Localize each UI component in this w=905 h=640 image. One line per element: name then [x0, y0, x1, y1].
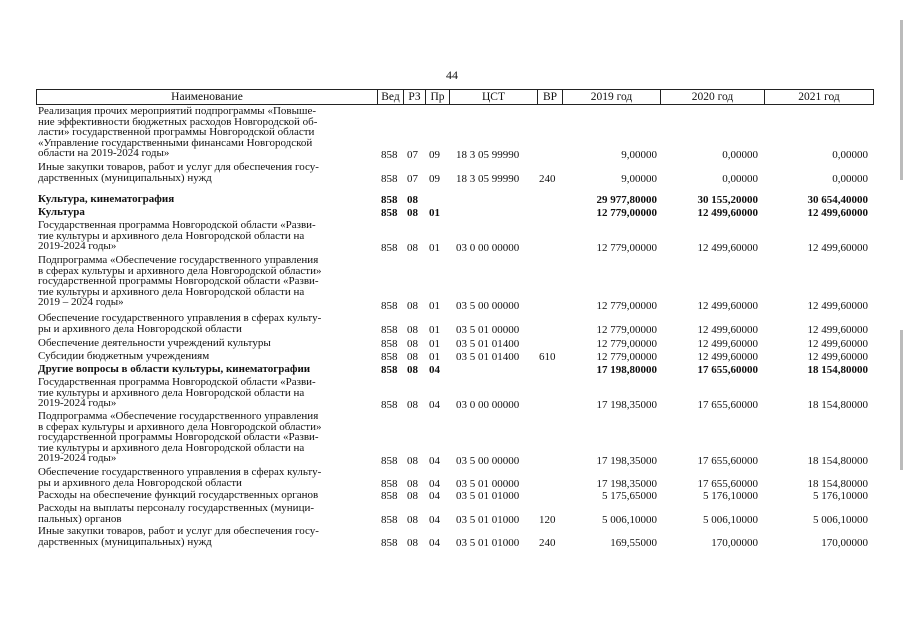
table-row — [36, 194, 874, 205]
header-vr: ВР — [538, 90, 563, 104]
table-row — [36, 364, 874, 375]
table-row — [36, 351, 874, 362]
header-pr: Пр — [426, 90, 450, 104]
cell-y20: 12 499,60000 — [697, 299, 758, 312]
row-name: Государственная программа Новгородской области «Разви- тие культуры и архивного дела Новгородской области на 2019-2024 годы» — [38, 376, 316, 409]
cell-rz: 08 — [407, 299, 418, 312]
table-row — [36, 490, 874, 501]
cell-ved: 858 — [381, 513, 398, 526]
row-name: Расходы на обеспечение функций государственных органов — [38, 489, 319, 501]
scan-edge-mark — [900, 330, 903, 470]
cell-rz: 07 — [407, 148, 418, 161]
cell-y21: 18 154,80000 — [807, 477, 868, 490]
cell-pr: 09 — [429, 172, 440, 185]
row-name: Подпрограмма «Обеспечение государственного управления в сферах культуры и архивного дела Новгородской области» государственной программы Новгородской области «Разви- тие культуры и архивного дела Новгородской области на 2019 – 2024 годы» — [38, 254, 322, 308]
cell-ved: 858 — [381, 477, 398, 490]
cell-y21: 18 154,80000 — [807, 398, 868, 411]
cell-rz: 08 — [407, 398, 418, 411]
cell-cst: 03 0 00 00000 — [456, 241, 520, 254]
cell-ved: 858 — [381, 489, 398, 502]
cell-y21: 170,00000 — [821, 536, 868, 549]
cell-y19: 9,00000 — [621, 172, 657, 185]
cell-pr: 04 — [429, 477, 440, 490]
cell-pr: 01 — [429, 350, 440, 363]
row-name: Обеспечение деятельности учреждений культуры — [38, 337, 271, 349]
cell-rz: 08 — [407, 363, 418, 376]
cell-y20: 12 499,60000 — [697, 241, 758, 254]
cell-y21: 12 499,60000 — [807, 241, 868, 254]
cell-cst: 03 0 00 00000 — [456, 398, 520, 411]
cell-vr: 240 — [539, 172, 556, 185]
cell-rz: 08 — [407, 454, 418, 467]
cell-y19: 9,00000 — [621, 148, 657, 161]
cell-y20: 0,00000 — [722, 172, 758, 185]
cell-y19: 17 198,35000 — [596, 477, 657, 490]
cell-y20: 17 655,60000 — [697, 363, 758, 376]
row-name: Другие вопросы в области культуры, кинематографии — [38, 363, 311, 375]
cell-cst: 03 5 01 01000 — [456, 536, 520, 549]
row-name: Субсидии бюджетным учреждениям — [38, 350, 210, 362]
cell-pr: 01 — [429, 299, 440, 312]
cell-y19: 5 006,10000 — [602, 513, 657, 526]
table-row — [36, 162, 874, 184]
cell-pr: 01 — [429, 337, 440, 350]
cell-y20: 5 176,10000 — [703, 489, 758, 502]
row-name: Иные закупки товаров, работ и услуг для обеспечения госу- дарственных (муниципальных) нужд — [38, 161, 319, 184]
cell-y20: 0,00000 — [722, 148, 758, 161]
cell-ved: 858 — [381, 337, 398, 350]
cell-rz: 08 — [407, 206, 418, 219]
cell-rz: 08 — [407, 323, 418, 336]
cell-y21: 18 154,80000 — [807, 363, 868, 376]
header-ved: Вед — [378, 90, 404, 104]
cell-cst: 03 5 00 00000 — [456, 299, 520, 312]
cell-rz: 08 — [407, 513, 418, 526]
cell-ved: 858 — [381, 536, 398, 549]
row-name: Подпрограмма «Обеспечение государственного управления в сферах культуры и архивного дела Новгородской области» государственной программы Новгородской области «Разви- тие культуры и архивного дела Новгородской области на 2019-2024 годы» — [38, 410, 322, 464]
header-2021: 2021 год — [798, 91, 840, 103]
cell-y19: 12 779,00000 — [596, 206, 657, 219]
cell-pr: 09 — [429, 148, 440, 161]
cell-pr: 04 — [429, 536, 440, 549]
table-header — [36, 89, 874, 105]
cell-rz: 08 — [407, 477, 418, 490]
cell-pr: 01 — [429, 241, 440, 254]
cell-rz: 08 — [407, 193, 418, 206]
cell-y19: 5 175,65000 — [602, 489, 657, 502]
row-name: Иные закупки товаров, работ и услуг для обеспечения госу- дарственных (муниципальных) нужд — [38, 525, 319, 548]
cell-y19: 12 779,00000 — [596, 337, 657, 350]
table-row — [36, 467, 874, 489]
table-row — [36, 255, 874, 311]
cell-rz: 07 — [407, 172, 418, 185]
cell-cst: 03 5 01 00000 — [456, 477, 520, 490]
page-number: 44 — [446, 68, 458, 82]
table-row — [36, 338, 874, 349]
table-row — [36, 411, 874, 466]
cell-y19: 17 198,35000 — [596, 398, 657, 411]
cell-y20: 30 155,20000 — [697, 193, 758, 206]
cell-cst: 03 5 01 01400 — [456, 350, 520, 363]
row-name: Культура, кинематография — [38, 193, 175, 205]
row-name: Обеспечение государственного управления в сферах культу- ры и архивного дела Новгородской области — [38, 466, 322, 489]
cell-y20: 17 655,60000 — [697, 477, 758, 490]
cell-y19: 12 779,00000 — [596, 241, 657, 254]
cell-pr: 01 — [429, 206, 440, 219]
cell-y20: 12 499,60000 — [697, 206, 758, 219]
cell-cst: 03 5 01 01000 — [456, 489, 520, 502]
cell-cst: 18 3 05 99990 — [456, 172, 520, 185]
cell-y21: 12 499,60000 — [807, 323, 868, 336]
cell-rz: 08 — [407, 536, 418, 549]
row-name: Обеспечение государственного управления в сферах культу- ры и архивного дела Новгородской области — [38, 312, 322, 335]
cell-y21: 30 654,40000 — [807, 193, 868, 206]
header-2019: 2019 год — [563, 90, 661, 104]
cell-vr: 240 — [539, 536, 556, 549]
cell-y21: 18 154,80000 — [807, 454, 868, 467]
row-name: Культура — [38, 206, 85, 218]
cell-y20: 12 499,60000 — [697, 323, 758, 336]
cell-y21: 12 499,60000 — [807, 206, 868, 219]
cell-rz: 08 — [407, 241, 418, 254]
cell-y20: 17 655,60000 — [697, 398, 758, 411]
cell-pr: 01 — [429, 323, 440, 336]
cell-vr: 610 — [539, 350, 556, 363]
cell-cst: 03 5 01 01400 — [456, 337, 520, 350]
cell-ved: 858 — [381, 363, 398, 376]
cell-ved: 858 — [381, 350, 398, 363]
cell-y21: 12 499,60000 — [807, 299, 868, 312]
cell-y19: 12 779,00000 — [596, 350, 657, 363]
table-row — [36, 220, 874, 253]
cell-vr: 120 — [539, 513, 556, 526]
cell-y19: 169,55000 — [610, 536, 657, 549]
cell-y19: 17 198,80000 — [596, 363, 657, 376]
cell-rz: 08 — [407, 489, 418, 502]
cell-y19: 29 977,80000 — [596, 193, 657, 206]
cell-y21: 12 499,60000 — [807, 350, 868, 363]
cell-ved: 858 — [381, 299, 398, 312]
cell-ved: 858 — [381, 172, 398, 185]
cell-ved: 858 — [381, 148, 398, 161]
cell-ved: 858 — [381, 398, 398, 411]
cell-cst: 03 5 00 00000 — [456, 454, 520, 467]
table-row — [36, 526, 874, 548]
cell-y20: 5 006,10000 — [703, 513, 758, 526]
cell-pr: 04 — [429, 398, 440, 411]
table-row — [36, 377, 874, 410]
cell-y20: 170,00000 — [711, 536, 758, 549]
header-2020: 2020 год — [661, 90, 765, 104]
cell-pr: 04 — [429, 454, 440, 467]
table-row — [36, 503, 874, 525]
header-name: Наименование — [37, 90, 378, 104]
cell-y19: 17 198,35000 — [596, 454, 657, 467]
table-row — [36, 106, 874, 160]
cell-ved: 858 — [381, 206, 398, 219]
cell-pr: 04 — [429, 513, 440, 526]
cell-y21: 5 176,10000 — [813, 489, 868, 502]
cell-ved: 858 — [381, 241, 398, 254]
cell-ved: 858 — [381, 193, 398, 206]
row-name: Государственная программа Новгородской области «Разви- тие культуры и архивного дела Новгородской области на 2019-2024 годы» — [38, 219, 316, 252]
cell-ved: 858 — [381, 454, 398, 467]
cell-y21: 5 006,10000 — [813, 513, 868, 526]
cell-rz: 08 — [407, 337, 418, 350]
row-name: Реализация прочих мероприятий подпрограммы «Повыше- ние эффективности бюджетных расходов Новгородской об- ласти» государственной программы Новгородской области «Управление государственными финансами Новгородской области на 2019-2024 годы» — [38, 105, 318, 159]
header-cst: ЦСТ — [450, 90, 538, 104]
cell-rz: 08 — [407, 350, 418, 363]
cell-y21: 12 499,60000 — [807, 337, 868, 350]
cell-pr: 04 — [429, 489, 440, 502]
cell-y20: 17 655,60000 — [697, 454, 758, 467]
cell-pr: 04 — [429, 363, 440, 376]
cell-cst: 03 5 01 00000 — [456, 323, 520, 336]
scan-edge-mark — [900, 20, 903, 180]
cell-y20: 12 499,60000 — [697, 350, 758, 363]
row-name: Расходы на выплаты персоналу государственных (муници- пальных) органов — [38, 502, 315, 525]
table-row — [36, 313, 874, 335]
cell-y19: 12 779,00000 — [596, 323, 657, 336]
cell-y21: 0,00000 — [832, 172, 868, 185]
cell-y19: 12 779,00000 — [596, 299, 657, 312]
cell-cst: 18 3 05 99990 — [456, 148, 520, 161]
table-row — [36, 207, 874, 218]
cell-y20: 12 499,60000 — [697, 337, 758, 350]
header-rz: РЗ — [404, 90, 426, 104]
cell-y21: 0,00000 — [832, 148, 868, 161]
cell-ved: 858 — [381, 323, 398, 336]
cell-cst: 03 5 01 01000 — [456, 513, 520, 526]
